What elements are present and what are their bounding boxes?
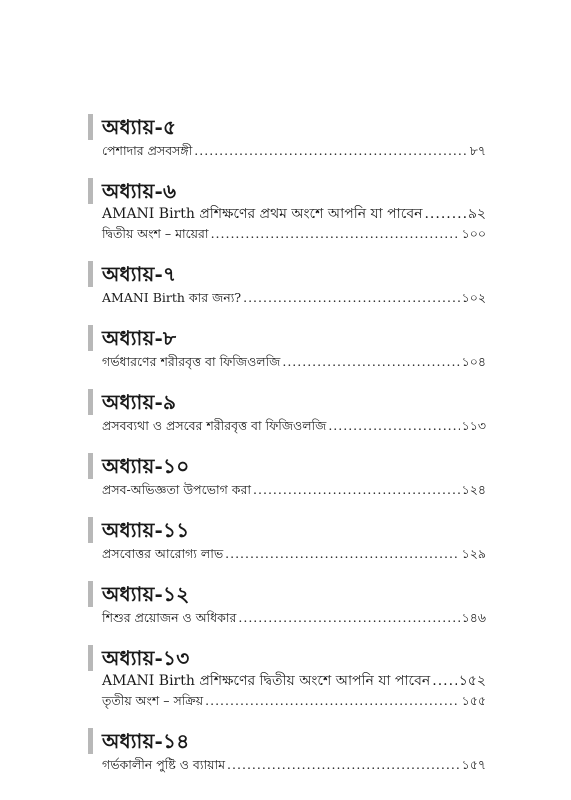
chapter-11 [88,516,486,563]
page-number: ১৫৭ [461,757,486,772]
chapter-10 [88,452,486,499]
chapter-5 [88,113,486,160]
dot-leader [432,672,456,691]
dot-leader [205,691,460,710]
toc-entry [102,352,486,371]
entry-title: পেশাদার প্রসবসঙ্গী [102,143,193,158]
chapter-title: অধ্যায়-১৩ [102,646,190,670]
chapter-title: অধ্যায়-১০ [102,454,190,478]
page-number: ১৫৫ [461,693,486,708]
dot-leader [328,416,459,435]
page-number: ১৪৬ [461,610,486,625]
chapter-title: অধ্যায়-৯ [102,390,177,414]
entry-title: দ্বিতীয় অংশ – মায়েরা [102,226,209,241]
chapter-14 [88,727,486,774]
page-number: ১২৪ [461,482,486,497]
toc-entry [102,224,486,243]
chapter-12 [88,580,486,627]
page-number: ১১৩ [461,418,486,433]
chapter-6 [88,177,486,243]
page-number: ১৫২ [458,673,486,689]
chapter-8 [88,324,486,371]
dot-leader [253,480,460,499]
entry-title: প্রসব-অভিজ্ঞতা উপভোগ করা [102,482,252,497]
entry-title: AMANI Birth কার জন্য? [102,290,242,305]
toc-entry [102,672,486,691]
toc-entry [102,544,486,563]
page-number: ১০৪ [461,354,486,369]
dot-leader [238,608,459,627]
chapter-13 [88,644,486,710]
chapter-9 [88,388,486,435]
dot-leader [424,205,465,224]
toc-entry [102,205,486,224]
chapter-title: অধ্যায়-৬ [102,179,177,203]
page-number: ১২৯ [461,546,486,561]
toc-entry [102,288,486,307]
toc-entry [102,141,486,160]
page-number: ৯২ [467,206,486,222]
toc-entry [102,608,486,627]
toc-entry [102,691,486,710]
toc-entry [102,480,486,499]
chapter-title: অধ্যায়-৮ [102,326,177,350]
entry-title: গর্ভকালীন পুষ্টি ও ব্যায়াম [102,757,226,772]
entry-title: AMANI Birth প্রশিক্ষণের দ্বিতীয় অংশে আপনি যা পাবেন [102,673,431,689]
chapter-7 [88,260,486,307]
toc-entry [102,416,486,435]
dot-leader [282,352,459,371]
page-number: ১০০ [461,226,486,241]
entry-title: প্রসবব্যথা ও প্রসবের শরীরবৃত্ত বা ফিজিওলজি [102,418,327,433]
chapter-title: অধ্যায়-১১ [102,518,190,542]
entry-title: তৃতীয় অংশ – সক্রিয় [102,693,204,708]
dot-leader [194,141,467,160]
dot-leader [243,288,460,307]
dot-leader [225,544,460,563]
toc-entry [102,755,486,774]
chapter-title: অধ্যায়-১৪ [102,729,190,753]
entry-title: শিশুর প্রয়োজন ও অধিকার [102,610,237,625]
chapter-title: অধ্যায়-১২ [102,582,190,606]
page-number: ৮৭ [469,143,486,158]
dot-leader [227,755,460,774]
page-number: ১০২ [461,290,486,305]
dot-leader [211,224,460,243]
entry-title: গর্ভধারণের শরীরবৃত্ত বা ফিজিওলজি [102,354,281,369]
chapter-title: অধ্যায়-৭ [102,262,177,286]
table-of-contents [88,113,486,791]
chapter-title: অধ্যায়-৫ [102,115,177,139]
entry-title: AMANI Birth প্রশিক্ষণের প্রথম অংশে আপনি যা পাবেন [102,206,423,222]
entry-title: প্রসবোত্তর আরোগ্য লাভ [102,546,224,561]
